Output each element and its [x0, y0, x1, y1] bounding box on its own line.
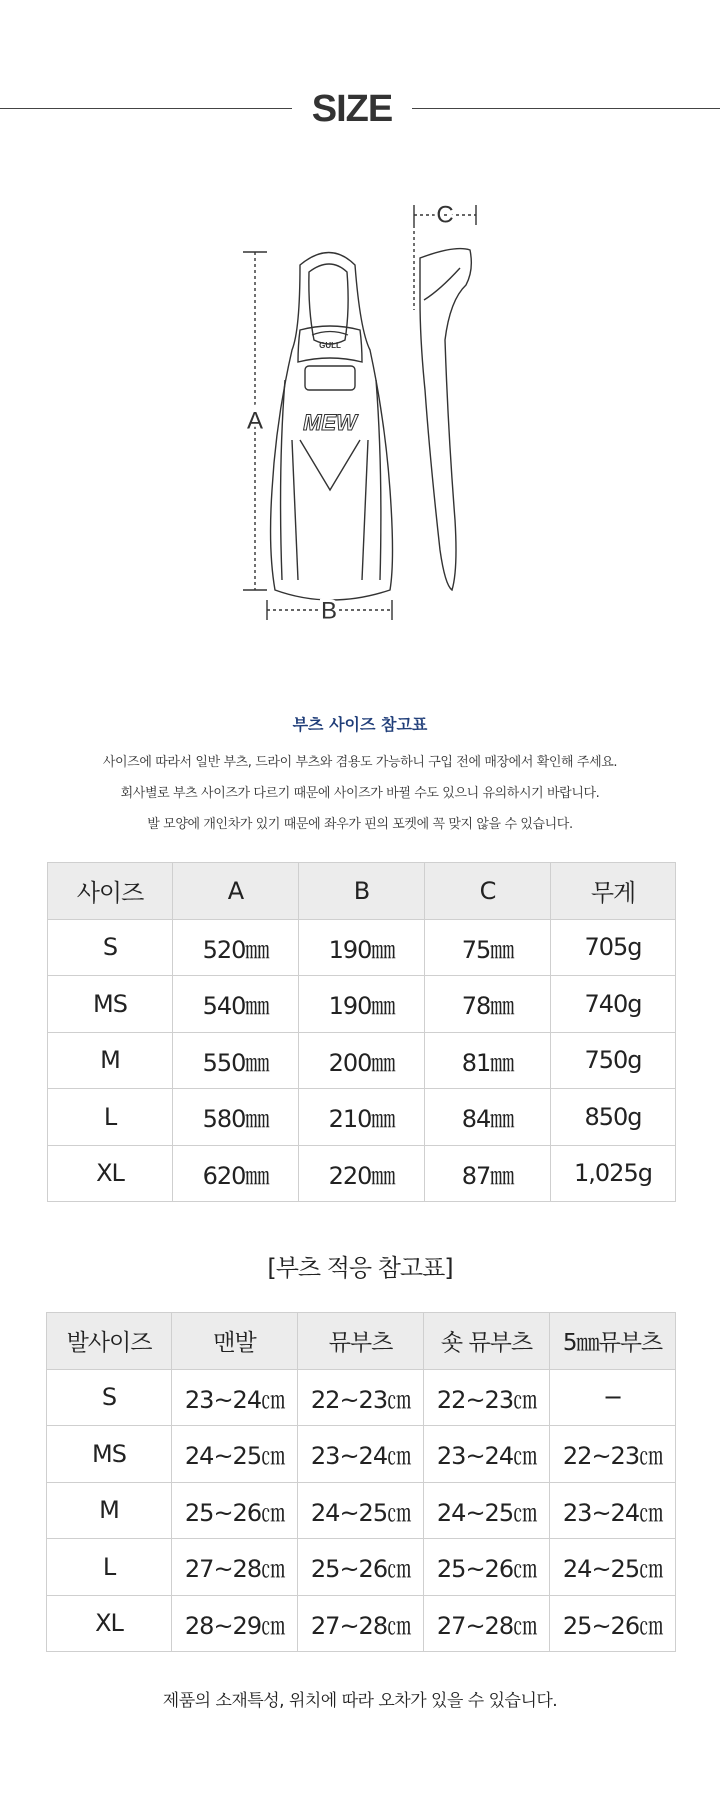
fin-v-channel: [300, 440, 360, 490]
table-header-row: [47, 1313, 676, 1370]
table-cell: 550㎜: [173, 1032, 299, 1089]
table-cell: 850g: [551, 1089, 676, 1146]
table-cell: L: [47, 1539, 172, 1596]
header-cell: 뮤부츠: [298, 1313, 424, 1370]
table-cell: 520㎜: [173, 919, 299, 976]
table-cell: 190㎜: [299, 976, 425, 1033]
table-cell: 22~23㎝: [550, 1426, 676, 1483]
table-cell: S: [48, 919, 173, 976]
dimension-b-label: B: [320, 597, 338, 625]
table-cell: 24~25㎝: [172, 1426, 298, 1483]
table-row: [47, 1595, 676, 1652]
table-cell: 24~25㎝: [424, 1482, 550, 1539]
fin-side-outline: [420, 249, 471, 590]
table-row: [47, 1482, 676, 1539]
fin-rail-right: [376, 380, 381, 580]
table-cell: 25~26㎝: [550, 1595, 676, 1652]
table-cell: 620㎜: [173, 1145, 299, 1202]
table-cell: 210㎜: [299, 1089, 425, 1146]
gull-logo-mark: [312, 332, 348, 336]
fit-table-title: [부츠 적응 참고표]: [267, 1254, 453, 1282]
table-cell: 220㎜: [299, 1145, 425, 1202]
table-cell: 78㎜: [425, 976, 551, 1033]
table-cell: L: [48, 1089, 173, 1146]
brand-label: GULL: [319, 341, 341, 350]
fin-heel-plate: [305, 366, 355, 390]
table-cell: S: [47, 1369, 172, 1426]
table-cell: 540㎜: [173, 976, 299, 1033]
table-cell: M: [48, 1032, 173, 1089]
table-row: [48, 1032, 676, 1089]
table-cell: 22~23㎝: [298, 1369, 424, 1426]
table-cell: 27~28㎝: [298, 1595, 424, 1652]
table-cell: 23~24㎝: [298, 1426, 424, 1483]
table-row: [48, 1089, 676, 1146]
table-cell: 190㎜: [299, 919, 425, 976]
table-cell: 87㎜: [425, 1145, 551, 1202]
boot-fit-table: [46, 1312, 676, 1652]
model-label: MEW: [303, 410, 357, 435]
table-cell: 24~25㎝: [550, 1539, 676, 1596]
table-cell: 81㎜: [425, 1032, 551, 1089]
header-cell: 발사이즈: [47, 1313, 172, 1370]
table-cell: 23~24㎝: [172, 1369, 298, 1426]
notice-line: 발 모양에 개인차가 있기 때문에 좌우가 핀의 포켓에 꼭 맞지 않을 수 있습니다.: [147, 817, 573, 832]
header-cell: 5㎜뮤부츠: [550, 1313, 676, 1370]
size-header: [0, 84, 720, 134]
header-cell: B: [299, 863, 425, 920]
table-cell: 27~28㎝: [424, 1595, 550, 1652]
table-cell: 200㎜: [299, 1032, 425, 1089]
header-cell: 사이즈: [48, 863, 173, 920]
table-cell: 23~24㎝: [550, 1482, 676, 1539]
table-row: [48, 1145, 676, 1202]
fin-channel-left: [292, 440, 298, 580]
dimension-c-label: C: [436, 201, 454, 229]
fin-diagram: [0, 190, 720, 640]
fin-drawing: [0, 190, 720, 640]
table-cell: 1,025g: [551, 1145, 676, 1202]
table-cell: 740g: [551, 976, 676, 1033]
table-cell: 705g: [551, 919, 676, 976]
table-cell: 25~26㎝: [172, 1482, 298, 1539]
table-cell: −: [550, 1369, 676, 1426]
table-cell: 25~26㎝: [298, 1539, 424, 1596]
table-row: [48, 976, 676, 1033]
dimension-a-label: A: [246, 407, 264, 435]
table-cell: 750g: [551, 1032, 676, 1089]
table-cell: 28~29㎝: [172, 1595, 298, 1652]
table-header-row: [48, 863, 676, 920]
fin-channel-right: [362, 440, 368, 580]
fin-rail-left: [281, 380, 285, 580]
table-cell: 22~23㎝: [424, 1369, 550, 1426]
table-cell: 84㎜: [425, 1089, 551, 1146]
table-cell: M: [47, 1482, 172, 1539]
table-cell: XL: [48, 1145, 173, 1202]
footer-note: 제품의 소재특성, 위치에 따라 오차가 있을 수 있습니다.: [162, 1691, 558, 1711]
table-row: [47, 1369, 676, 1426]
table-cell: 25~26㎝: [424, 1539, 550, 1596]
header-cell: A: [173, 863, 299, 920]
table-cell: 24~25㎝: [298, 1482, 424, 1539]
table-row: [47, 1539, 676, 1596]
header-cell: 숏 뮤부츠: [424, 1313, 550, 1370]
table-cell: 27~28㎝: [172, 1539, 298, 1596]
table-cell: 75㎜: [425, 919, 551, 976]
table-cell: MS: [47, 1426, 172, 1483]
table-cell: 580㎜: [173, 1089, 299, 1146]
table-row: [47, 1426, 676, 1483]
header-cell: C: [425, 863, 551, 920]
notice-line: 회사별로 부츠 사이즈가 다르기 때문에 사이즈가 바뀔 수도 있으니 유의하시기 바랍니다.: [120, 786, 600, 801]
notice-heading: 부츠 사이즈 참고표: [292, 715, 428, 734]
header-divider-left: [0, 108, 292, 109]
notice-line: 사이즈에 따라서 일반 부츠, 드라이 부츠와 겸용도 가능하니 구입 전에 매장에서 확인해 주세요.: [102, 755, 618, 770]
table-cell: XL: [47, 1595, 172, 1652]
section-title: SIZE: [311, 88, 393, 130]
header-divider-right: [412, 108, 720, 109]
header-cell: 맨발: [172, 1313, 298, 1370]
table-row: [48, 919, 676, 976]
size-table: [47, 862, 676, 1202]
fin-side-pocket-line: [424, 268, 460, 300]
header-cell: 무게: [551, 863, 676, 920]
table-cell: 23~24㎝: [424, 1426, 550, 1483]
boot-size-notice: [0, 712, 720, 840]
table-cell: MS: [48, 976, 173, 1033]
